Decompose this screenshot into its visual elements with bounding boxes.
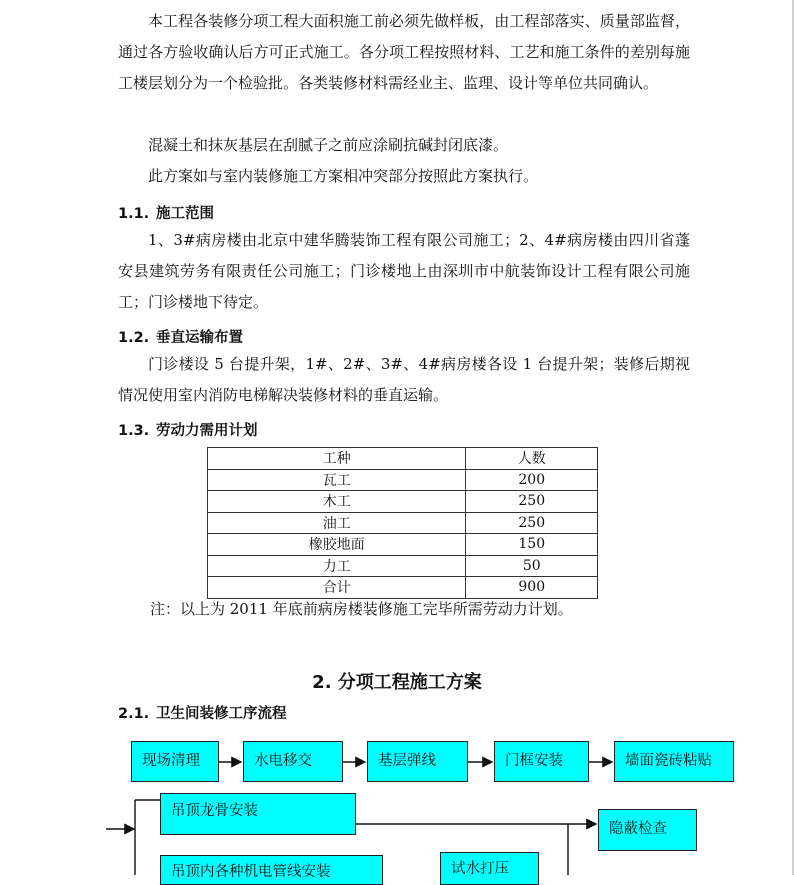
flow-box-ceiling-frame: 吊顶龙骨安装 — [160, 793, 356, 835]
flow-box-ceiling-pipes: 吊顶内各种机电管线安装 — [160, 855, 383, 885]
count-cell: 250 — [466, 512, 598, 534]
column-header-trade: 工种 — [208, 448, 466, 470]
count-cell: 250 — [466, 491, 598, 513]
count-cell: 900 — [466, 577, 598, 599]
count-cell: 150 — [466, 534, 598, 556]
flow-box-hidden-check: 隐蔽检查 — [598, 809, 697, 851]
flow-box-water-test: 试水打压 — [440, 852, 539, 885]
flow-box-utility-handover: 水电移交 — [243, 741, 343, 782]
flow-box-site-cleanup: 现场清理 — [131, 741, 219, 782]
intro-paragraph-2: 混凝土和抹灰基层在刮腻子之前应涂刷抗碱封闭底漆。 — [148, 136, 509, 154]
section-number: 2.1. — [118, 706, 150, 722]
scope-paragraph: 1、3#病房楼由北京中建华腾装饰工程有限公司施工；2、4#病房楼由四川省蓬安县建筑劳务有限责任公司施工；门诊楼地上由深圳市中航装饰设计工程有限公司施工；门诊楼地下待定。 — [118, 231, 690, 311]
transport-paragraph: 门诊楼设 5 台提升架，1#、2#、3#、4#病房楼各设 1 台提升架；装修后期视情况使用室内消防电梯解决装修材料的垂直运输。 — [118, 355, 690, 404]
section-title: 施工范围 — [156, 206, 214, 222]
section-number: 1.2. — [118, 330, 150, 346]
column-header-count: 人数 — [466, 448, 598, 470]
section-number: 1.1. — [118, 206, 150, 222]
trade-cell: 橡胶地面 — [208, 534, 466, 556]
section-number: 1.3. — [118, 423, 150, 439]
flow-box-wall-tile: 墙面瓷砖粘贴 — [614, 741, 734, 782]
intro-paragraph-3: 此方案如与室内装修施工方案相冲突部分按照此方案执行。 — [148, 167, 539, 185]
flow-box-base-layout: 基层弹线 — [367, 741, 468, 782]
count-cell: 50 — [466, 555, 598, 577]
trade-cell: 合计 — [208, 577, 466, 599]
labor-note: 注：以上为 2011 年底前病房楼装修施工完毕所需劳动力计划。 — [150, 600, 573, 618]
chapter-title: 2. 分项工程施工方案 — [312, 672, 482, 693]
intro-paragraph-1: 本工程各装修分项工程大面积施工前必须先做样板，由工程部落实、质量部监督，通过各方验收确认后方可正式施工。各分项工程按照材料、工艺和施工条件的差别每施工楼层划分为一个检验批。各类装修材料需经业主、监理、设计等单位共同确认。 — [118, 12, 690, 92]
flow-box-doorframe-install: 门框安装 — [494, 741, 589, 782]
trade-cell: 油工 — [208, 512, 466, 534]
trade-cell: 木工 — [208, 491, 466, 513]
count-cell: 200 — [466, 469, 598, 491]
section-title: 垂直运输布置 — [156, 330, 243, 346]
section-title: 劳动力需用计划 — [156, 423, 258, 439]
section-title: 卫生间装修工序流程 — [156, 706, 287, 722]
trade-cell: 力工 — [208, 555, 466, 577]
trade-cell: 瓦工 — [208, 469, 466, 491]
